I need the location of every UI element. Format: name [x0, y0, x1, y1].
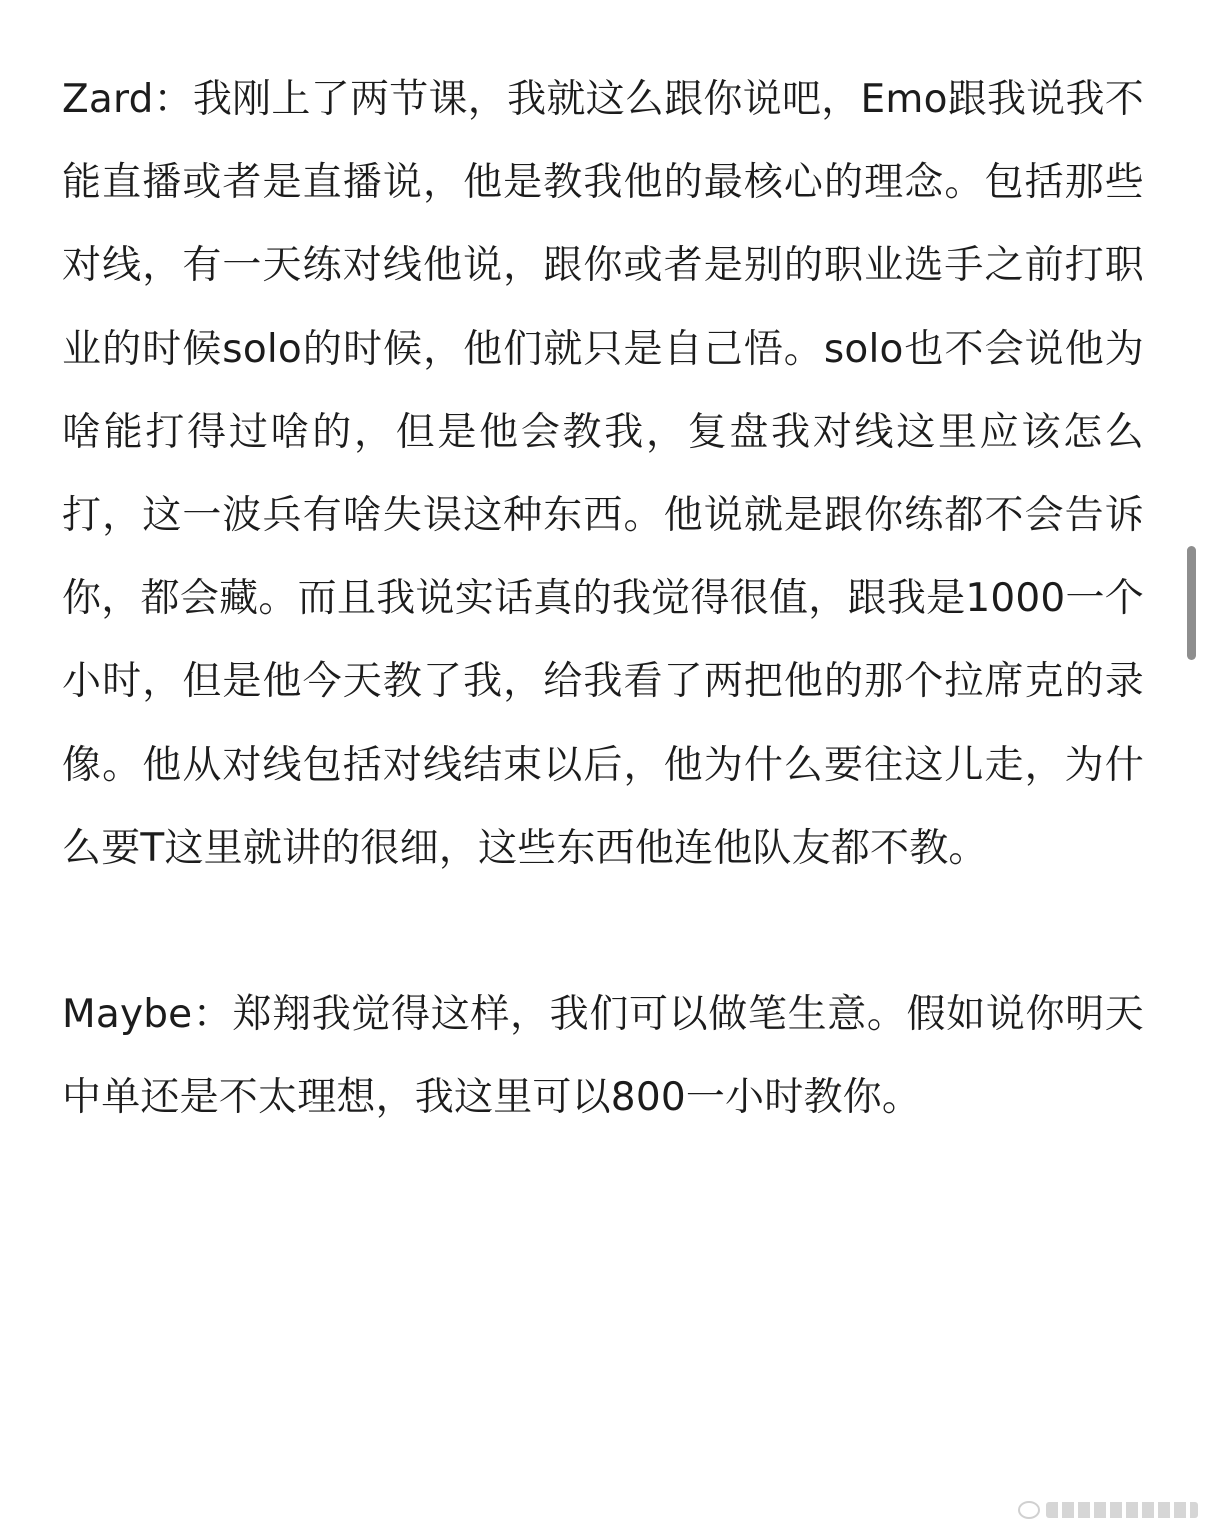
watermark-icon: [1018, 1501, 1040, 1519]
vertical-scrollbar[interactable]: [1187, 546, 1196, 660]
watermark: [1018, 1490, 1198, 1530]
paragraph-zard: Zard：我刚上了两节课，我就这么跟你说吧，Emo跟我说我不能直播或者是直播说，他是教我他的最核心的理念。包括那些对线，有一天练对线他说，跟你或者是别的职业选手之前打职业的时候solo的时候，他们就只是自己悟。solo也不会说他为啥能打得过啥的，但是他会教我，复盘我对线这里应该怎么打，这一波兵有啥失误这种东西。他说就是跟你练都不会告诉你，都会藏。而且我说实话真的我觉得很值，跟我是1000一个小时，但是他今天教了我，给我看了两把他的那个拉席克的录像。他从对线包括对线结束以后，他为什么要往这儿走，为什么要T这里就讲的很细，这些东西他连他队友都不教。: [62, 77, 1144, 871]
article-body: [62, 58, 1144, 1139]
paragraph-gap: [62, 890, 1144, 973]
watermark-mark: [1046, 1502, 1198, 1518]
paragraph-maybe: Maybe：郑翔我觉得这样，我们可以做笔生意。假如说你明天中单还是不太理想，我这里可以800一小时教你。: [62, 992, 1144, 1121]
